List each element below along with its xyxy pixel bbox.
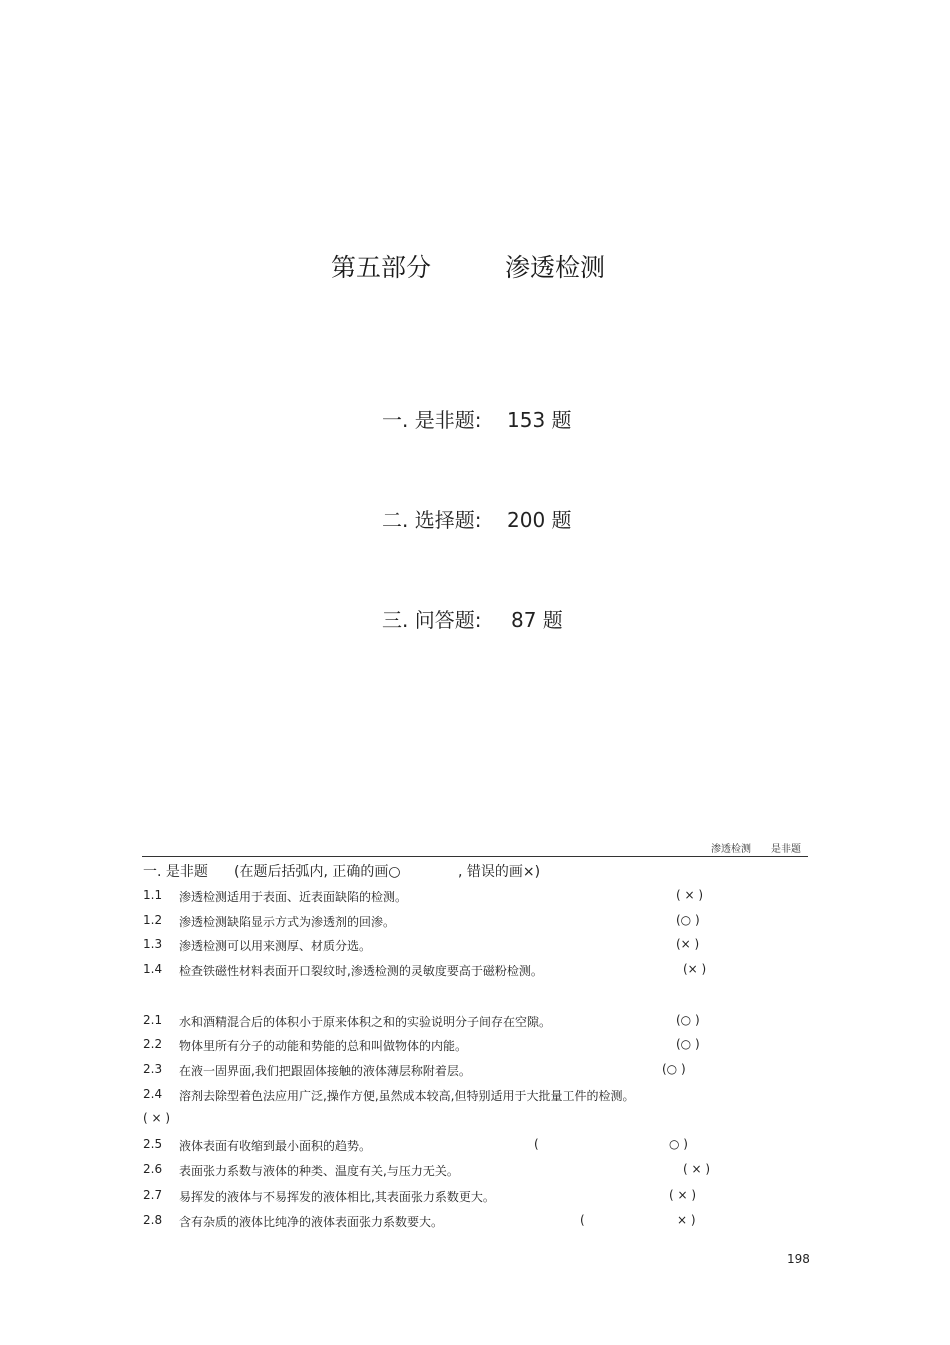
summary-qa-label: 三. 问答题: [382, 608, 482, 632]
question-number: 2.5 [143, 1137, 163, 1151]
question-answer-open: ( [580, 1213, 585, 1227]
question-answer: (○ ) [676, 1013, 700, 1027]
running-header-type: 是非题 [771, 844, 801, 855]
question-number: 2.2 [143, 1037, 163, 1051]
question-number: 2.4 [143, 1087, 163, 1101]
running-header-subject: 渗透检测 [711, 844, 751, 855]
question-number: 1.1 [143, 888, 163, 902]
question-answer: ( × ) [143, 1111, 171, 1125]
question-number: 1.4 [143, 962, 163, 976]
question-number: 2.3 [143, 1062, 163, 1076]
summary-qa-count: 87 题 [511, 608, 563, 632]
question-answer-close: × ) [677, 1213, 696, 1227]
subject-title: 渗透检测 [505, 253, 606, 282]
question-answer-open: ( [534, 1137, 539, 1151]
question-number: 2.1 [143, 1013, 163, 1027]
question-text: 液体表面有收缩到最小面积的趋势。 [179, 1139, 372, 1153]
question-text: 水和酒精混合后的体积小于原来体积之和的实验说明分子间存在空隙。 [179, 1015, 552, 1029]
question-answer: (○ ) [662, 1062, 686, 1076]
question-number: 2.6 [143, 1162, 163, 1176]
question-text: 渗透检测适用于表面、近表面缺陷的检测。 [179, 890, 408, 904]
question-answer: (○ ) [676, 913, 700, 927]
summary-choice-count: 200 题 [507, 508, 572, 532]
question-answer-close: ○ ) [669, 1137, 688, 1151]
part-title: 第五部分 [331, 253, 432, 282]
question-text: 物体里所有分子的动能和势能的总和叫做物体的内能。 [179, 1039, 468, 1053]
question-text: 含有杂质的液体比纯净的液体表面张力系数要大。 [179, 1215, 444, 1229]
question-number: 2.8 [143, 1213, 163, 1227]
summary-true-false-count: 153 题 [507, 408, 572, 432]
question-answer: ( × ) [683, 1162, 711, 1176]
question-answer: (○ ) [676, 1037, 700, 1051]
question-text: 渗透检测缺陷显示方式为渗透剂的回渗。 [179, 915, 396, 929]
question-answer: (× ) [676, 937, 700, 951]
section-heading: 一. 是非题 [143, 864, 208, 880]
question-text: 渗透检测可以用来测厚、材质分选。 [179, 939, 372, 953]
header-rule [142, 856, 808, 857]
question-answer: ( × ) [676, 888, 704, 902]
section-instruction-b: , 错误的画×) [458, 864, 541, 880]
question-number: 2.7 [143, 1188, 163, 1202]
question-text: 检查铁磁性材料表面开口裂纹时,渗透检测的灵敏度要高于磁粉检测。 [179, 964, 543, 978]
summary-choice-label: 二. 选择题: [382, 508, 482, 532]
section-instruction-a: (在题后括弧内, 正确的画○ [234, 864, 401, 880]
question-text: 表面张力系数与液体的种类、温度有关,与压力无关。 [179, 1164, 459, 1178]
question-answer: ( × ) [669, 1188, 697, 1202]
question-text: 易挥发的液体与不易挥发的液体相比,其表面张力系数更大。 [179, 1190, 495, 1204]
question-answer: (× ) [683, 962, 707, 976]
summary-true-false-label: 一. 是非题: [382, 408, 482, 432]
question-text: 在液一固界面,我们把跟固体接触的液体薄层称附着层。 [179, 1064, 471, 1078]
question-number: 1.3 [143, 937, 163, 951]
question-number: 1.2 [143, 913, 163, 927]
question-text: 溶剂去除型着色法应用广泛,操作方便,虽然成本较高,但特别适用于大批量工件的检测。 [179, 1089, 635, 1103]
page-number: 198 [787, 1252, 810, 1266]
